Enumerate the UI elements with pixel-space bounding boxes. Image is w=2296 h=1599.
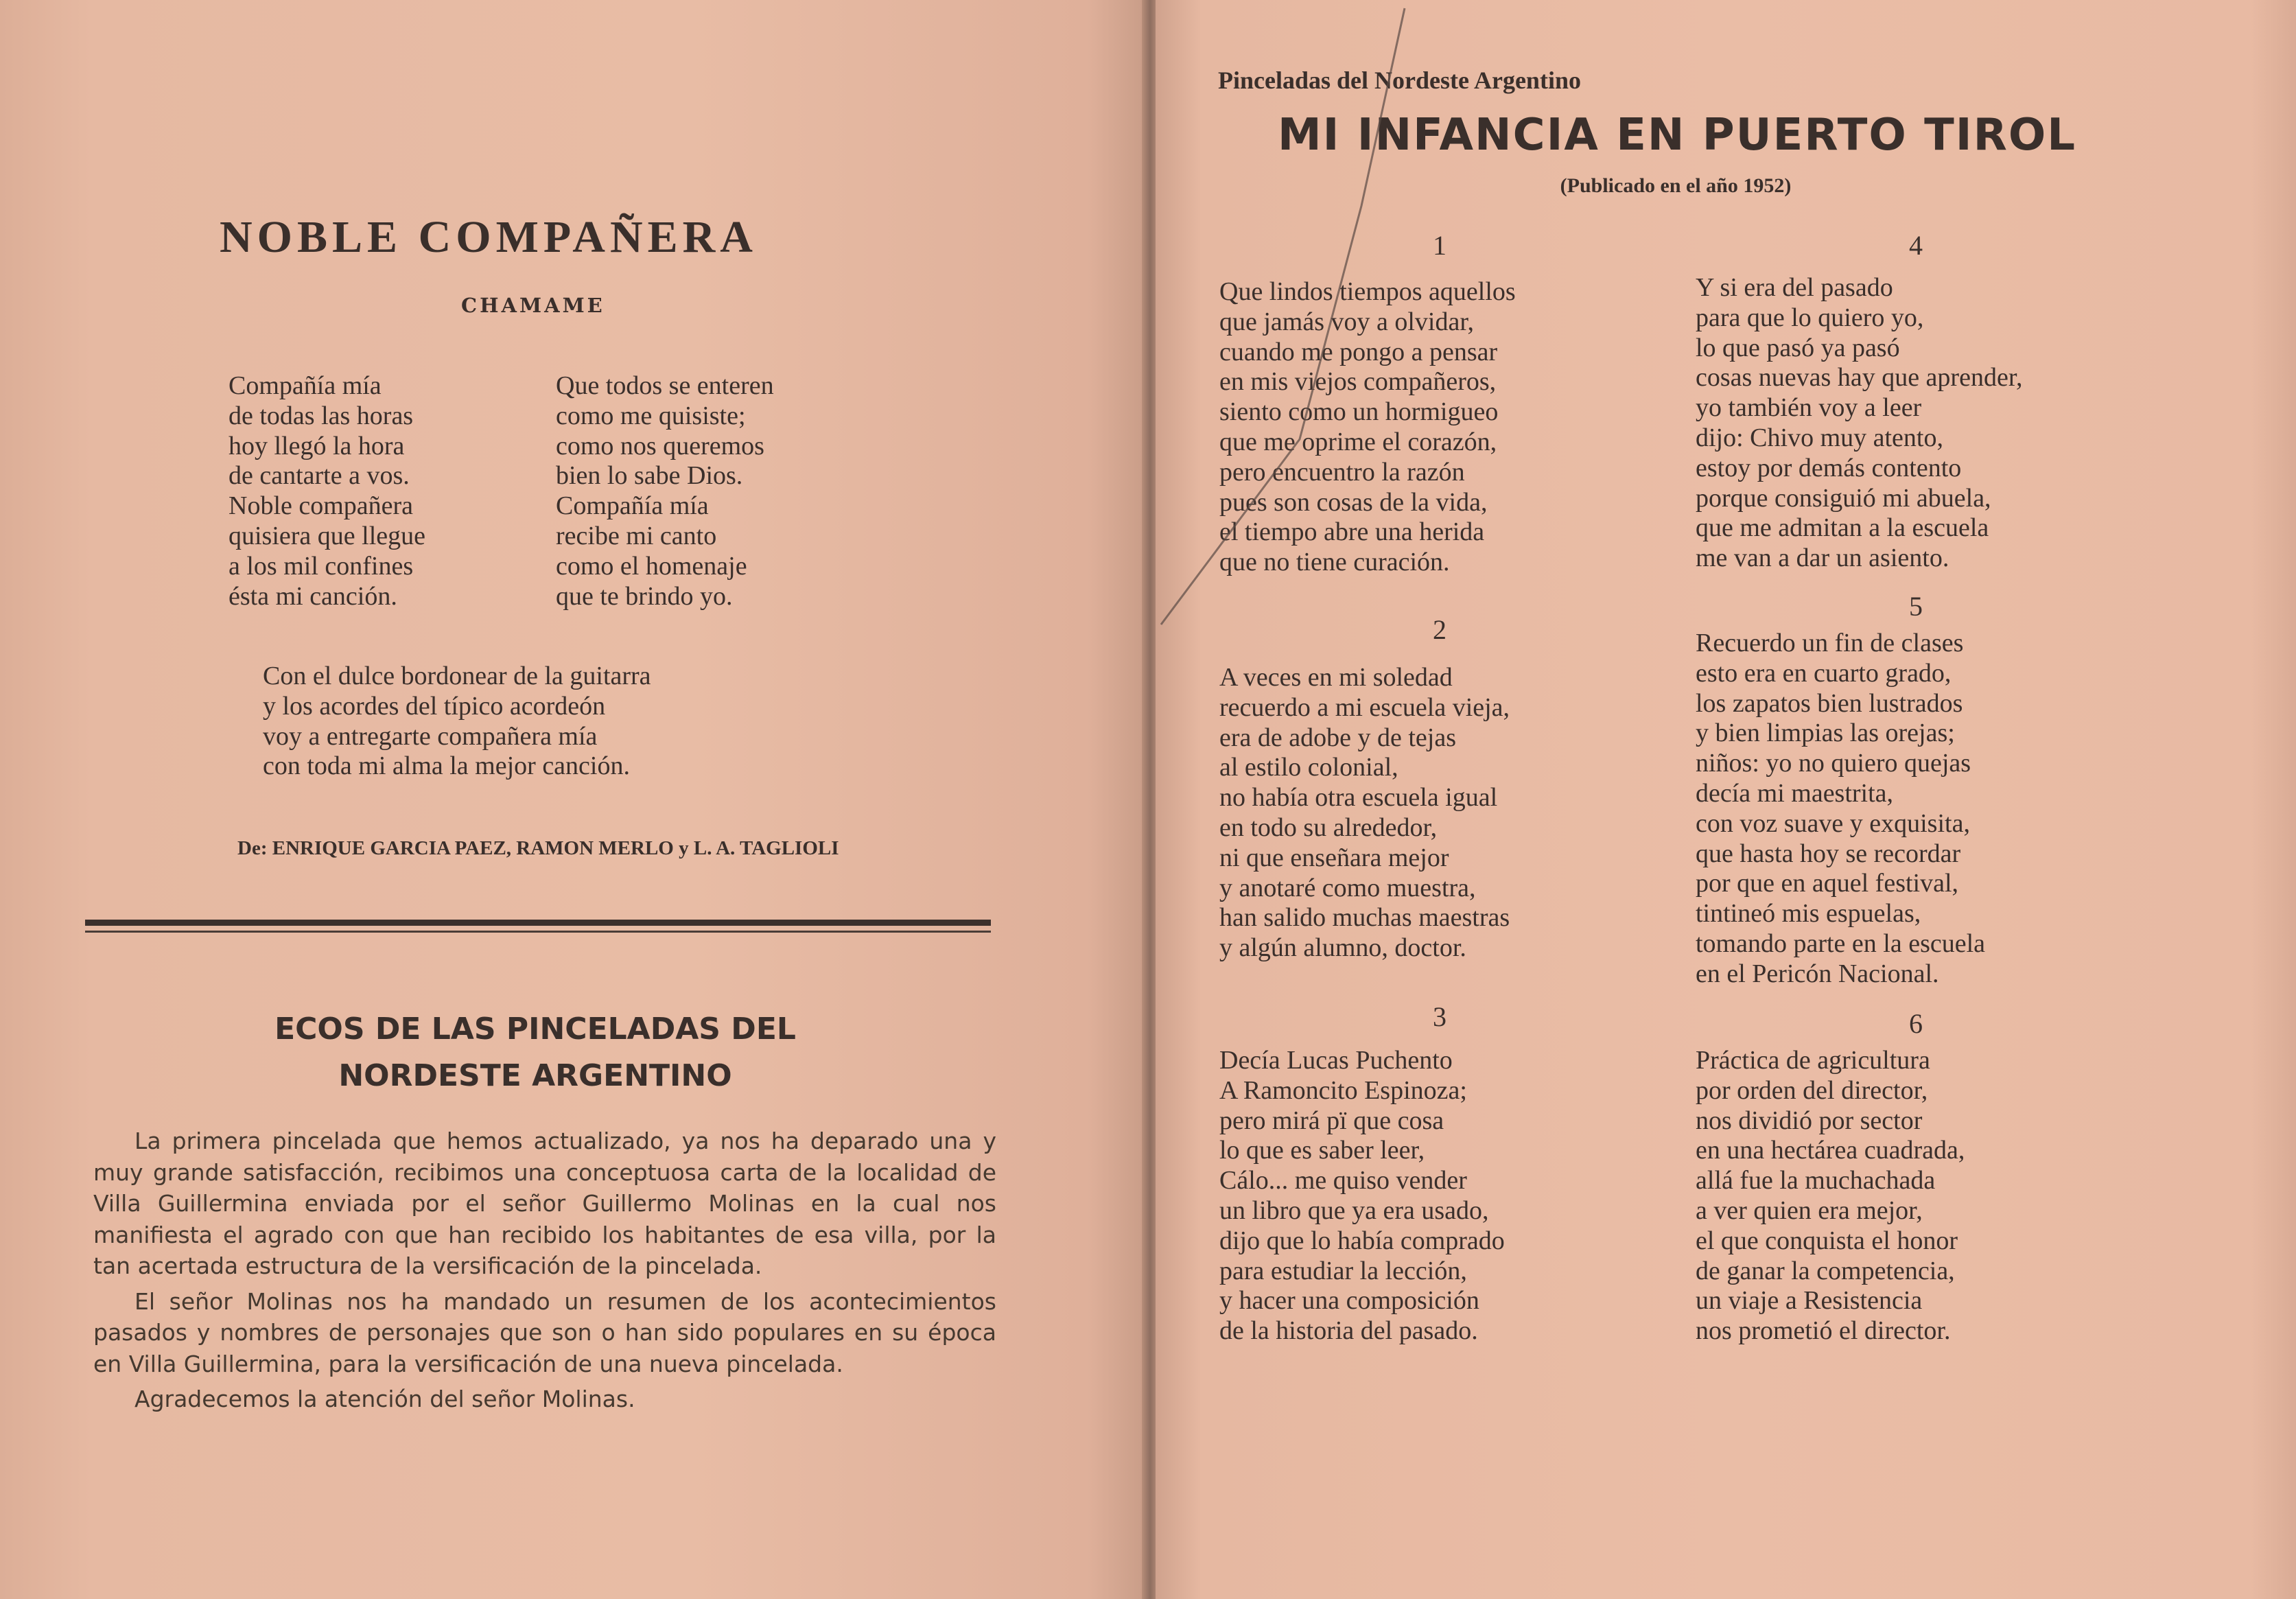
verse-line: cosas nuevas hay que aprender,	[1696, 363, 2023, 393]
running-header: Pinceladas del Nordeste Argentino	[1218, 67, 1581, 94]
verse-line: recibe mi canto	[556, 521, 717, 550]
credits: De: ENRIQUE GARCIA PAEZ, RAMON MERLO y L. A. TAGLIOLI	[237, 837, 839, 859]
verse-line: ni que enseñara mejor	[1219, 843, 1449, 872]
verse-line: y los acordes del típico acordeón	[263, 691, 606, 721]
stanza-number: 6	[1909, 1008, 1923, 1039]
verse-line: Recuerdo un fin de clases	[1696, 629, 1964, 657]
verse-line: tintineó mis espuelas,	[1696, 899, 1921, 929]
verse-line: pero encuentro la razón	[1219, 457, 1465, 487]
verse-line: no había otra escuela igual	[1219, 783, 1498, 813]
verse-line: Compañía mía	[556, 491, 709, 521]
verse-line: a los mil confines	[229, 551, 414, 581]
verse-line: han salido muchas maestras	[1219, 903, 1510, 933]
verse-line: como nos queremos	[556, 431, 764, 460]
verse-line: voy a entregarte compañera mía	[263, 721, 598, 751]
verse-line: esto era en cuarto grado,	[1696, 658, 1952, 688]
verse-line: dijo: Chivo muy atento,	[1696, 423, 1943, 452]
verse-line: de cantarte a vos.	[229, 461, 410, 491]
article-paragraph: La primera pincelada que hemos actualizado, ya nos ha deparado una y muy grande satisfacción, recibimos una conceptuosa carta de la localidad de Villa Guillermina enviada por el señor Guillermo Molinas en la cual nos manifiesta el agrado con que han recibido los habitantes de esa villa, por la tan acertada estructura de la versificación de la pincelada.	[93, 1128, 996, 1279]
verse-line: pues son cosas de la vida,	[1219, 487, 1488, 517]
verse-line: de ganar la competencia,	[1696, 1256, 1955, 1285]
stanza-number: 2	[1433, 614, 1446, 645]
verse-line: decía mi maestrita,	[1696, 778, 1894, 808]
verse-line: como me quisiste;	[556, 401, 746, 430]
verse-line: el que conquista el honor	[1696, 1226, 1958, 1255]
verse-line: nos prometió el director.	[1696, 1316, 1951, 1346]
verse-line: recuerdo a mi escuela vieja,	[1219, 692, 1510, 722]
verse-line: en una hectárea cuadrada,	[1696, 1136, 1965, 1165]
verse-line: Con el dulce bordonear de la guitarra	[263, 662, 651, 690]
article-title-line: NORDESTE ARGENTINO	[338, 1058, 732, 1093]
verse-line: Y si era del pasado	[1696, 273, 1893, 302]
verse-line: bien lo sabe Dios.	[556, 461, 743, 491]
article-title	[124, 1006, 947, 1099]
verse-line: ésta mi canción.	[229, 581, 397, 611]
verse-line: que no tiene curación.	[1219, 548, 1450, 577]
stanza-6	[1696, 1046, 1965, 1346]
verse-line: siento como un hormigueo	[1219, 397, 1499, 427]
verse-line: Compañía mía	[229, 371, 382, 400]
stanza-number: 4	[1909, 230, 1923, 261]
verse-line: Que todos se enteren	[556, 371, 774, 400]
verse-line: yo también voy a leer	[1696, 393, 1922, 423]
poem-title: MI INFANCIA EN PUERTO TIROL	[1277, 110, 2077, 161]
verse-line: allá fue la muchachada	[1696, 1166, 1936, 1195]
stanza-number: 3	[1433, 1001, 1446, 1032]
verse-line: lo que pasó ya pasó	[1696, 333, 1900, 362]
verse-line: Cálo... me quiso vender	[1219, 1166, 1467, 1195]
verse-line: y bien limpias las orejas;	[1696, 719, 1955, 748]
verse-line: al estilo colonial,	[1219, 753, 1398, 782]
stanza-number: 5	[1909, 591, 1923, 622]
verse-line: de todas las horas	[229, 401, 414, 430]
verse-line: para que lo quiero yo,	[1696, 303, 1924, 332]
verse-line: A veces en mi soledad	[1219, 663, 1453, 692]
verse-line: para estudiar la lección,	[1219, 1256, 1467, 1285]
verse-line: que te brindo yo.	[556, 581, 733, 611]
article-paragraph: Agradecemos la atención del señor Molinas.	[134, 1386, 635, 1412]
chorus	[263, 662, 651, 782]
verse-line: me van a dar un asiento.	[1696, 544, 1949, 573]
song-genre: CHAMAME	[461, 294, 605, 317]
verse-line: A Ramoncito Espinoza;	[1219, 1075, 1467, 1105]
verse-line: en mis viejos compañeros,	[1219, 367, 1497, 397]
divider-thin	[85, 931, 991, 933]
verse-line: y anotaré como muestra,	[1219, 873, 1476, 902]
verse-line: que me oprime el corazón,	[1219, 427, 1497, 456]
verse-right	[556, 371, 774, 611]
verse-line: en todo su alrededor,	[1219, 813, 1438, 842]
verse-line: estoy por demás contento	[1696, 453, 1962, 482]
left-page	[0, 0, 1145, 1599]
verse-line: era de adobe y de tejas	[1219, 723, 1456, 752]
verse-line: por que en aquel festival,	[1696, 869, 1959, 898]
verse-line: que jamás voy a olvidar,	[1219, 307, 1474, 336]
verse-line: y algún alumno, doctor.	[1219, 933, 1466, 963]
verse-line: en el Pericón Nacional.	[1696, 959, 1939, 988]
right-page	[1156, 0, 2296, 1599]
verse-line: hoy llegó la hora	[229, 431, 405, 460]
verse-line: cuando me pongo a pensar	[1219, 337, 1498, 366]
verse-line: quisiera que llegue	[229, 521, 426, 550]
verse-line: a ver quien era mejor,	[1696, 1195, 1923, 1225]
verse-line: como el homenaje	[556, 551, 747, 581]
verse-line: con voz suave y exquisita,	[1696, 808, 1970, 838]
paper-crease	[1156, 0, 2296, 686]
article-paragraph: El señor Molinas nos ha mandado un resumen de los acontecimientos pasados y nombres de personajes que son o han sido populares en su época en Villa Guillermina, para la versificación de una nueva pincelada.	[93, 1287, 996, 1377]
verse-line: que hasta hoy se recordar	[1696, 839, 1961, 868]
song-title: NOBLE COMPAÑERA	[220, 212, 758, 262]
verse-line: de la historia del pasado.	[1219, 1316, 1478, 1346]
verse-line: Noble compañera	[229, 491, 414, 521]
verse-line: Decía Lucas Puchento	[1219, 1046, 1453, 1075]
verse-line: con toda mi alma la mejor canción.	[263, 751, 630, 781]
stanza-3	[1219, 1046, 1505, 1346]
verse-line: los zapatos bien lustrados	[1696, 688, 1963, 718]
verse-line: nos dividió por sector	[1696, 1106, 1923, 1135]
verse-line: un libro que ya era usado,	[1219, 1195, 1489, 1225]
verse-line: por orden del director,	[1696, 1075, 1928, 1105]
verse-line: niños: yo no quiero quejas	[1696, 749, 1971, 778]
stanza-2	[1219, 663, 1510, 964]
verse-line: porque consiguió mi abuela,	[1696, 483, 1991, 513]
verse-line: pero mirá pï que cosa	[1219, 1106, 1444, 1135]
verse-line: Práctica de agricultura	[1696, 1046, 1930, 1075]
verse-line: que me admitan a la escuela	[1696, 513, 1989, 543]
divider-thick	[85, 920, 991, 926]
verse-line: Que lindos tiempos aquellos	[1219, 277, 1516, 306]
verse-line: lo que es saber leer,	[1219, 1136, 1425, 1165]
verse-line: el tiempo abre una herida	[1219, 517, 1485, 547]
stanza-number: 1	[1433, 230, 1446, 261]
article-body	[93, 1125, 996, 1415]
verse-line: un viaje a Resistencia	[1696, 1286, 1923, 1316]
verse-line: dijo que lo había comprado	[1219, 1226, 1505, 1255]
verse-line: y hacer una composición	[1219, 1286, 1479, 1316]
verse-line: tomando parte en la escuela	[1696, 929, 1986, 958]
article-title-line: ECOS DE LAS PINCELADAS DEL	[274, 1012, 796, 1047]
poem-subtitle: (Publicado en el año 1952)	[1560, 174, 1792, 197]
verse-left	[229, 371, 425, 611]
